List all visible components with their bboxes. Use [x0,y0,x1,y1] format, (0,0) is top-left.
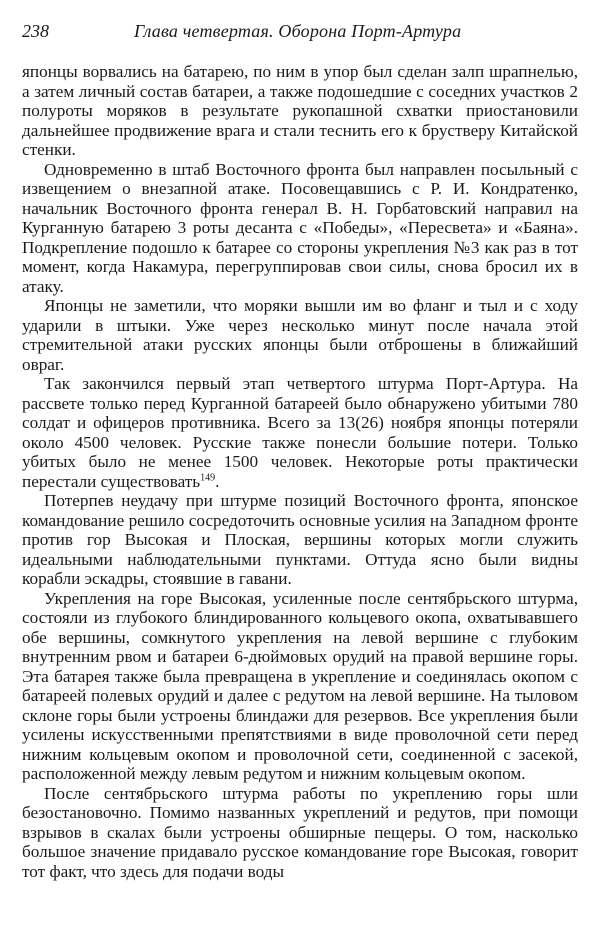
paragraph-first-stage-text: Так закончился первый этап четвертого штурма Порт-Артура. На рассвете только перед Курганной батареей было обнаружено убитыми 780 солдат и офицеров противника. Всего за 13(26) ноября японцы потеряли около 4500 человек. Русские также понесли большие потери. Только убитых было не менее 1500 человек. Некоторые роты практически перестали существовать [22,374,578,491]
paragraph-sailors-bayonet-attack: Японцы не заметили, что моряки вышли им во фланг и тыл и с ходу ударили в штыки. Уже через несколько минут после начала этой стремительной атаки русских японцы были отброшены в ближайший овраг. [22,296,578,374]
chapter-title: Глава четвертая. Оборона Порт-Артура [134,21,462,41]
running-head [22,18,578,44]
book-page [22,18,578,928]
paragraph-vysokaya-fortifications: Укрепления на горе Высокая, усиленные после сентябрьского штурма, состояли из глубокого блиндированного кольцевого окопа, охватывавшего обе вершины, сомкнутого укрепления на левой вершине с глубоким внутренним рвом и батареи 6-дюймовых орудий на правой вершине горы. Эта батарея также была превращена в укрепление и соединялась окопом с батареей полевых орудий и далее с редутом на левой вершине. На тыловом склоне горы были устроены блиндажи для резервов. Все укрепления были усилены искусственными препятствиями в виде проволочной сети перед нижним кольцевым окопом и проволочной сети, соединенной с засекой, расположенной между левым редутом и нижним кольцевым окопом. [22,588,578,783]
paragraph-first-stage-end: . [215,471,220,491]
page-number: 238 [22,21,49,41]
paragraph-western-front-shift: Потерпев неудачу при штурме позиций Восточного фронта, японское командование решило сосредоточить основные усилия на Западном фронте против гор Высокая и Плоская, вершины которых могли служить идеальными наблюдательными пунктами. Оттуда ясно были видны корабли эскадры, стоявшие в гавани. [22,491,578,588]
paragraph-eastern-front-headquarters: Одновременно в штаб Восточного фронта был направлен посыльный с извещением о внезапной атаке. Посовещавшись с Р. И. Кондратенко, начальник Восточного фронта генерал В. Н. Горбатовский направил на Курганную батарею 3 роты десанта с «Победы», «Пересвета» и «Баяна». Подкрепление подошло к батарее со стороны укрепления №3 как раз в тот момент, когда Накамура, перегруппировав свои силы, снова бросил их в атаку. [22,159,578,296]
paragraph-first-stage-losses [22,374,578,491]
footnote-reference: 149 [200,471,216,483]
paragraph-continuation: японцы ворвались на батарею, по ним в упор был сделан залп шрапнелью, а затем личный состав батареи, а также подошедшие с соседних участков 2 полуроты моряков в результате рукопашной схватки приостановили дальнейшее продвижение врага и стали теснить его к брустверу Китайской стенки. [22,62,578,159]
body-text [22,62,578,881]
paragraph-ongoing-works: После сентябрьского штурма работы по укреплению горы шли безостановочно. Помимо названных укреплений и редутов, при помощи взрывов в скалах были устроены обширные пещеры. О том, насколько большое значение придавало русское командование горе Высокая, говорит тот факт, что здесь для подачи воды [22,783,578,881]
